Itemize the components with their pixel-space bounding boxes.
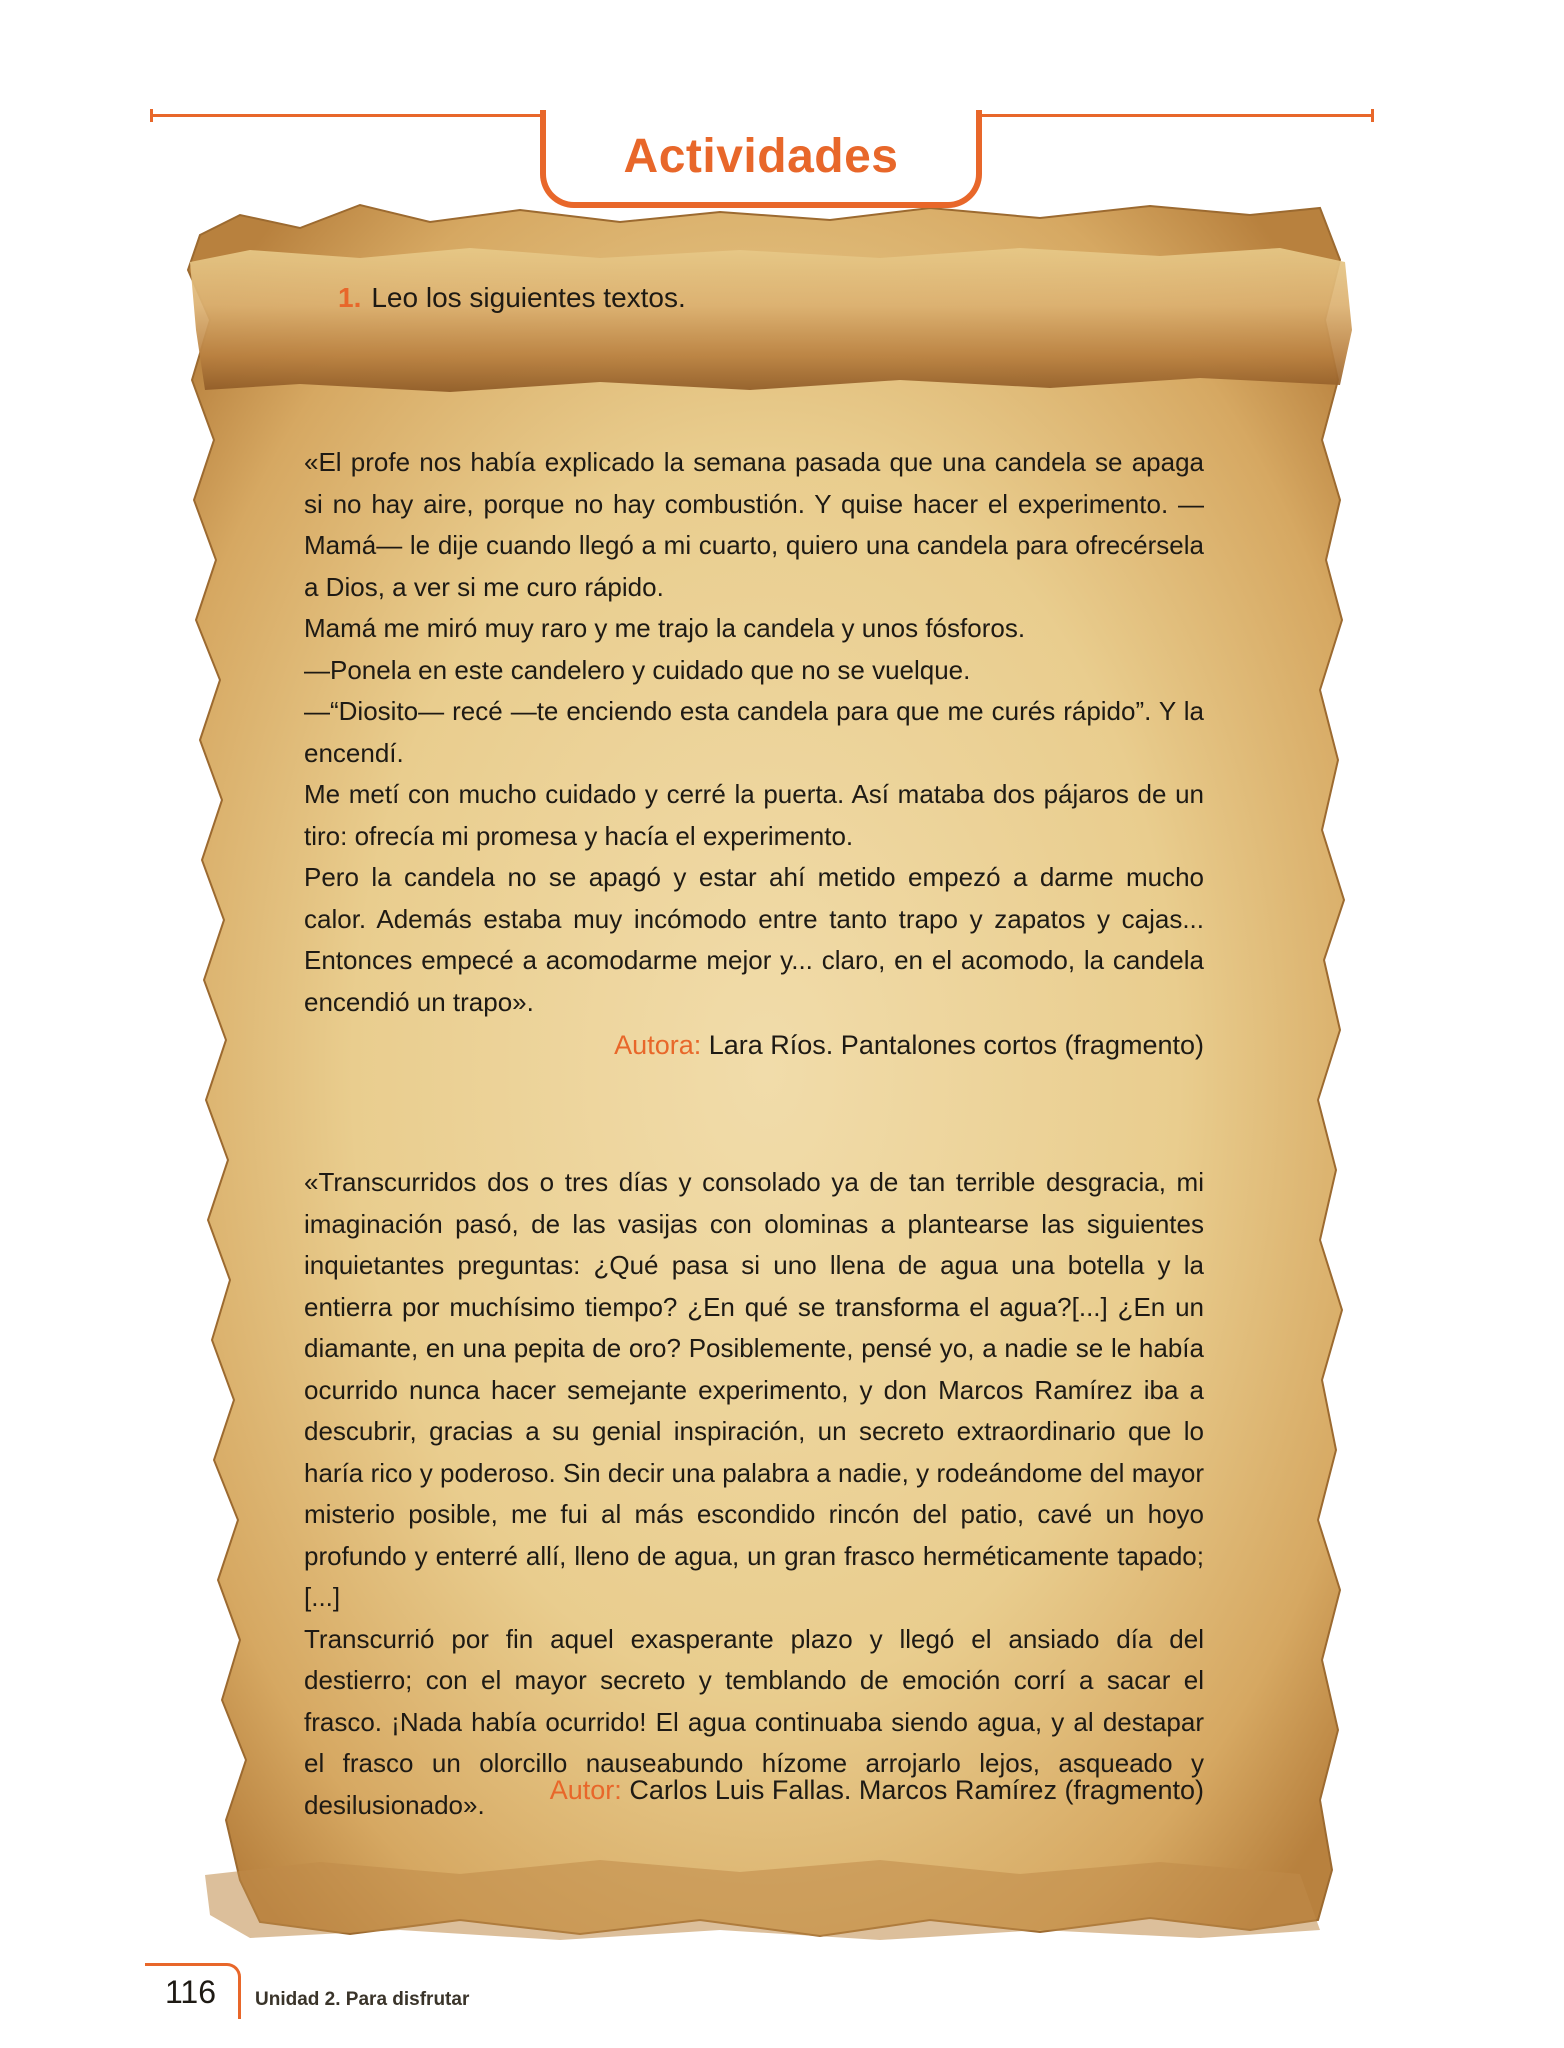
page-number: 116: [145, 1963, 241, 2019]
activity-text: Leo los siguientes textos.: [371, 282, 686, 313]
section-title-tab: [540, 110, 982, 208]
credit-1: [614, 1030, 1204, 1061]
paragraph: «Transcurridos dos o tres días y consolado ya de tan terrible desgracia, mi imaginación pasó, de las vasijas con olominas a plantearse las siguientes inquietantes preguntas: ¿Qué pasa si uno llena de agua una botella y la entierra por muchísimo tiempo? ¿En qué se transforma el agua?[...] ¿En un diamante, en una pepita de oro? Posiblemente, pensé yo, a nadie se le había ocurrido nunca hacer semejante experimento, y don Marcos Ramírez iba a descubrir, gracias a su genial inspiración, un secreto extraordinario que lo haría rico y poderoso. Sin decir una palabra a nadie, y rodeándome del mayor misterio posible, me fui al más escondido rincón del patio, cavé un hoyo profundo y enterré allí, lleno de agua, un gran frasco herméticamente tapado;[...]: [304, 1167, 1204, 1612]
paragraph: —Ponela en este candelero y cuidado que no se vuelque.: [304, 654, 971, 685]
paragraph: —“Diosito— recé —te enciendo esta candela para que me curés rápido”. Y la encendí.: [304, 696, 1204, 768]
credit-label: Autor:: [549, 1775, 622, 1805]
credit-2: [550, 1775, 1204, 1806]
activity-instruction: [338, 282, 686, 314]
paragraph: Transcurrió por fin aquel exasperante plazo y llegó el ansiado día del destierro; con el mayor secreto y temblando de emoción corrí a sacar el frasco. ¡Nada había ocurrido! El agua continuaba siendo agua, y al destapar el frasco un olorcillo nauseabundo hízome arrojarlo lejos, asqueado y desilusionado».: [304, 1623, 1204, 1820]
paragraph: Me metí con mucho cuidado y cerré la puerta. Así mataba dos pájaros de un tiro: ofrecía mi promesa y hacía el experimento.: [304, 779, 1204, 851]
text-excerpt-2: [304, 1162, 1204, 1826]
activity-number: 1.: [338, 282, 362, 313]
credit-text: Carlos Luis Fallas. Marcos Ramírez (fragmento): [629, 1775, 1204, 1805]
section-title: Actividades: [623, 129, 899, 183]
unit-label: Unidad 2. Para disfrutar: [255, 1989, 470, 2010]
page-footer: [145, 1962, 469, 2020]
paragraph: Mamá me miró muy raro y me trajo la candela y unos fósforos.: [304, 613, 1026, 643]
text-excerpt-1: [304, 442, 1204, 1023]
paragraph: Pero la candela no se apagó y estar ahí metido empezó a darme mucho calor. Además estaba muy incómodo entre tanto trapo y zapatos y cajas... Entonces empecé a acomodarme mejor y... claro, en el acomodo, la candela encendió un trapo».: [304, 862, 1204, 1017]
credit-label: Autora:: [614, 1030, 702, 1060]
paragraph: «El profe nos había explicado la semana pasada que una candela se apaga si no hay aire, porque no hay combustión. Y quise hacer el experimento. —Mamá— le dije cuando llegó a mi cuarto, quiero una candela para ofrecérsela a Dios, a ver si me curo rápido.: [304, 447, 1204, 602]
credit-text: Lara Ríos. Pantalones cortos (fragmento): [708, 1030, 1204, 1060]
